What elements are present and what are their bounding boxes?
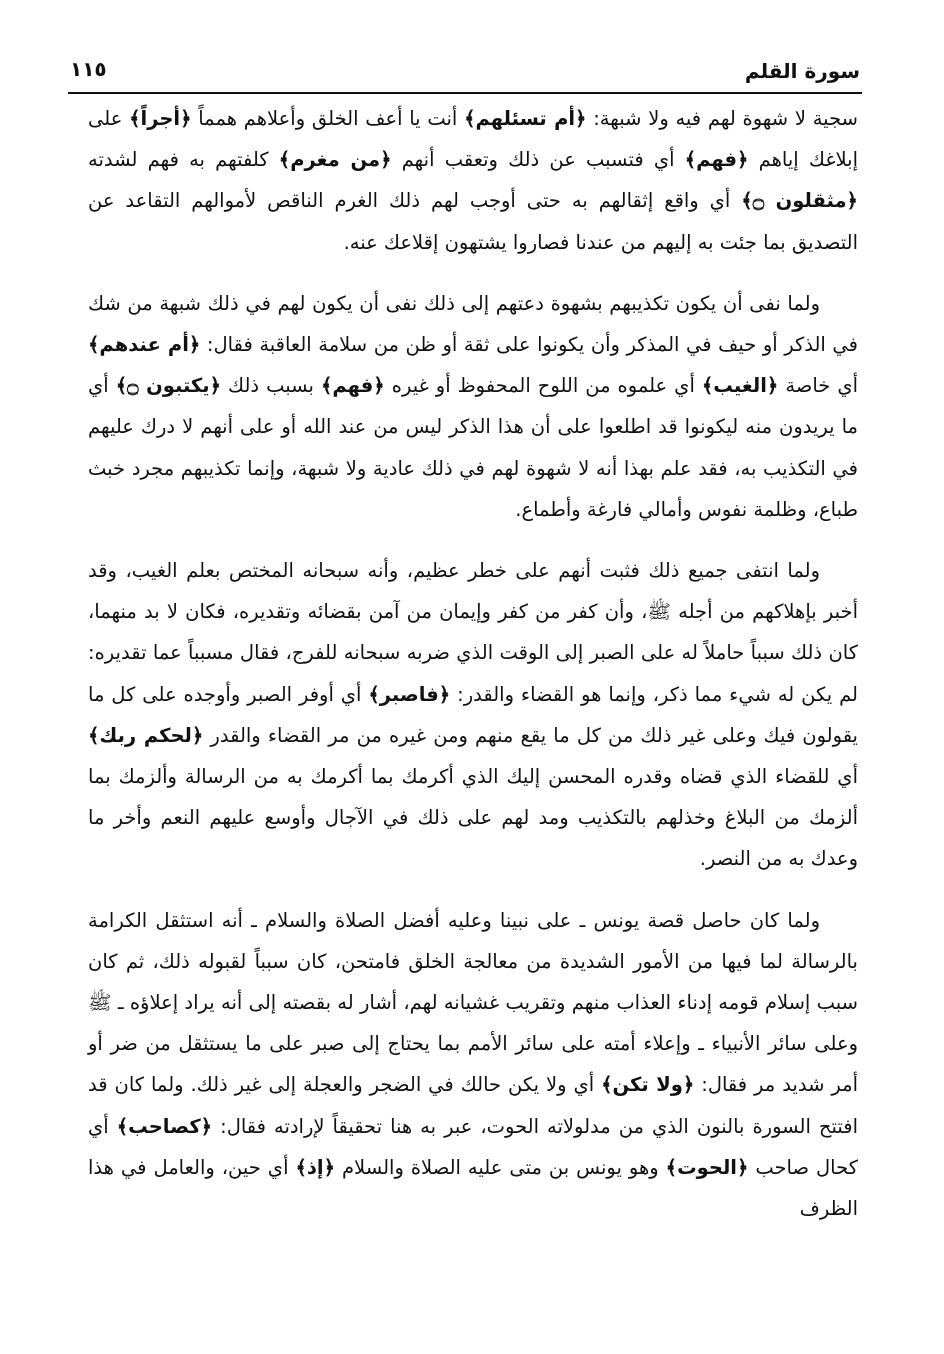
text-segment: وهو يونس بن متى عليه الصلاة والسلام bbox=[335, 1155, 666, 1179]
paragraph bbox=[88, 98, 858, 263]
quran-quote: ﴿كصاحب﴾ bbox=[116, 1114, 213, 1138]
quran-quote: ﴿ولا تكن﴾ bbox=[601, 1073, 695, 1097]
text-segment: أنت يا أعف الخلق وأعلاهم همماً bbox=[191, 107, 465, 130]
text-segment: أي علموه من اللوح المحفوظ أو غيره bbox=[384, 374, 702, 398]
quran-quote: ﴿أم عندهم﴾ bbox=[88, 333, 201, 357]
quran-quote: ﴿أم تسئلهم﴾ bbox=[464, 107, 587, 130]
quran-quote: ﴿الغيب﴾ bbox=[701, 374, 779, 398]
text-segment: كلفتهم به فهم لشدته bbox=[88, 148, 279, 172]
quran-quote: ﴿فهم﴾ bbox=[320, 374, 385, 398]
quran-quote: ﴿يكتبون ۝﴾ bbox=[115, 374, 222, 398]
quran-quote: ﴿إذ﴾ bbox=[295, 1155, 336, 1179]
paragraph bbox=[88, 900, 858, 1230]
text-segment: أي للقضاء الذي قضاه وقدره المحسن إليك الذي أكرمك بما أكرمك به من الرسالة وألزمك بما ألزمك من البلاغ وخذلهم بالتكذيب ومد لهم على ذلك في الآجال وأوسع عليهم النعم وأخر ما وعدك به من النصر. bbox=[88, 765, 858, 871]
text-segment: سجية لا شهوة لهم فيه ولا شبهة: bbox=[586, 107, 858, 130]
paragraph bbox=[88, 283, 858, 530]
quran-quote: ﴿فاصبر﴾ bbox=[368, 682, 451, 706]
header-divider bbox=[68, 92, 862, 94]
quran-quote: ﴿أجراً﴾ bbox=[129, 107, 192, 130]
text-segment: أي فتسبب عن ذلك وتعقب أنهم bbox=[391, 148, 685, 172]
quran-quote: ﴿لحكم ربك﴾ bbox=[88, 723, 204, 747]
page-header bbox=[70, 52, 860, 92]
text-segment: أي ولا يكن حالك في الضجر والعجلة إلى غير ذلك. ولما كان قد افتتح السورة بالنون الذي من مدلولاته الحوت، عبر به هنا تحقيقاً لإرادته فقال: bbox=[88, 1073, 858, 1138]
text-segment: أي كحال صاحب bbox=[88, 1114, 858, 1179]
surah-name: سورة القلم bbox=[744, 59, 860, 83]
text-segment: بسبب ذلك bbox=[221, 374, 321, 398]
text-segment: ولما كان حاصل قصة يونس ـ على نبينا وعليه أفضل الصلاة والسلام ـ أنه استثقل الكرامة بالرسالة لما فيها من الأمور الشديدة من معالجة الخلق فامتحن، كان سبباً لقبوله ذلك، ثم كان سبب إسلام قومه إدناء العذاب منهم وتقريب غشيانه لهم، أشار له بقصته إلى أنه يراد إعلاؤه ـ ﷺ وعلى سائر الأنبياء ـ وإعلاء أمته على سائر الأمم بما يحتاج إلى صبر على ما يستثقل من ضر أو أمر شديد مر فقال: bbox=[88, 908, 858, 1097]
quran-quote: ﴿مثقلون ۝﴾ bbox=[741, 189, 858, 213]
text-segment: أي خاصة bbox=[778, 374, 859, 398]
page-number: ١١٥ bbox=[70, 57, 107, 81]
text-segment: على إبلاغك إياهم bbox=[88, 107, 858, 172]
paragraph bbox=[88, 550, 858, 880]
text-segment: ولما انتفى جميع ذلك فثبت أنهم على خطر عظيم، وأنه سبحانه المختص بعلم الغيب، وقد أخبر بإهلاكهم من أجله ﷺ، وأن كفر من كفر وإيمان من آمن بقضائه وتقديره، فكان لا بد منهما، كان ذلك سبباً حاملاً له على الصبر إلى الوقت الذي ضربه سبحانه للفرج، فقال مسبباً عما تقديره: لم يكن له شيء مما ذكر، وإنما هو القضاء والقدر: bbox=[88, 559, 858, 706]
quran-quote: ﴿من مغرم﴾ bbox=[278, 148, 392, 172]
text-segment: أي ما يريدون منه ليكونوا قد اطلعوا على أن هذا الذكر ليس من عند الله أو على أنهم لا درك عليهم في التكذيب به، فقد علم بهذا أنه لا شهوة لهم في ذلك عادية ولا شبهة، وإنما تكذيبهم مجرد خبث طباع، وظلمة نفوس وأمالي فارغة وأطماع. bbox=[88, 374, 858, 521]
quran-quote: ﴿الحوت﴾ bbox=[665, 1155, 749, 1179]
text-segment: أي أوفر الصبر وأوجده على كل ما يقولون فيك وعلى غير ذلك من كل ما يقع منهم ومن غيره من مر القضاء والقدر bbox=[88, 682, 858, 747]
text-segment: أي واقع إثقالهم به حتى أوجب لهم ذلك الغرم الناقص لأموالهم التقاعد عن التصديق بما جئت به إليهم من عندنا فصاروا يشتهون إقلاعك عنه. bbox=[88, 189, 858, 254]
text-segment: ولما نفى أن يكون تكذيبهم بشهوة دعتهم إلى ذلك نفى أن يكون لهم في ذلك شبهة من شك في الذكر أو حيف في المذكر وأن يكونوا على ثقة أو ظن من سلامة العاقبة فقال: bbox=[88, 291, 858, 357]
quran-quote: ﴿فهم﴾ bbox=[684, 148, 749, 172]
body-text bbox=[88, 98, 858, 1229]
text-segment: أي حين، والعامل في هذا الظرف bbox=[88, 1155, 858, 1221]
